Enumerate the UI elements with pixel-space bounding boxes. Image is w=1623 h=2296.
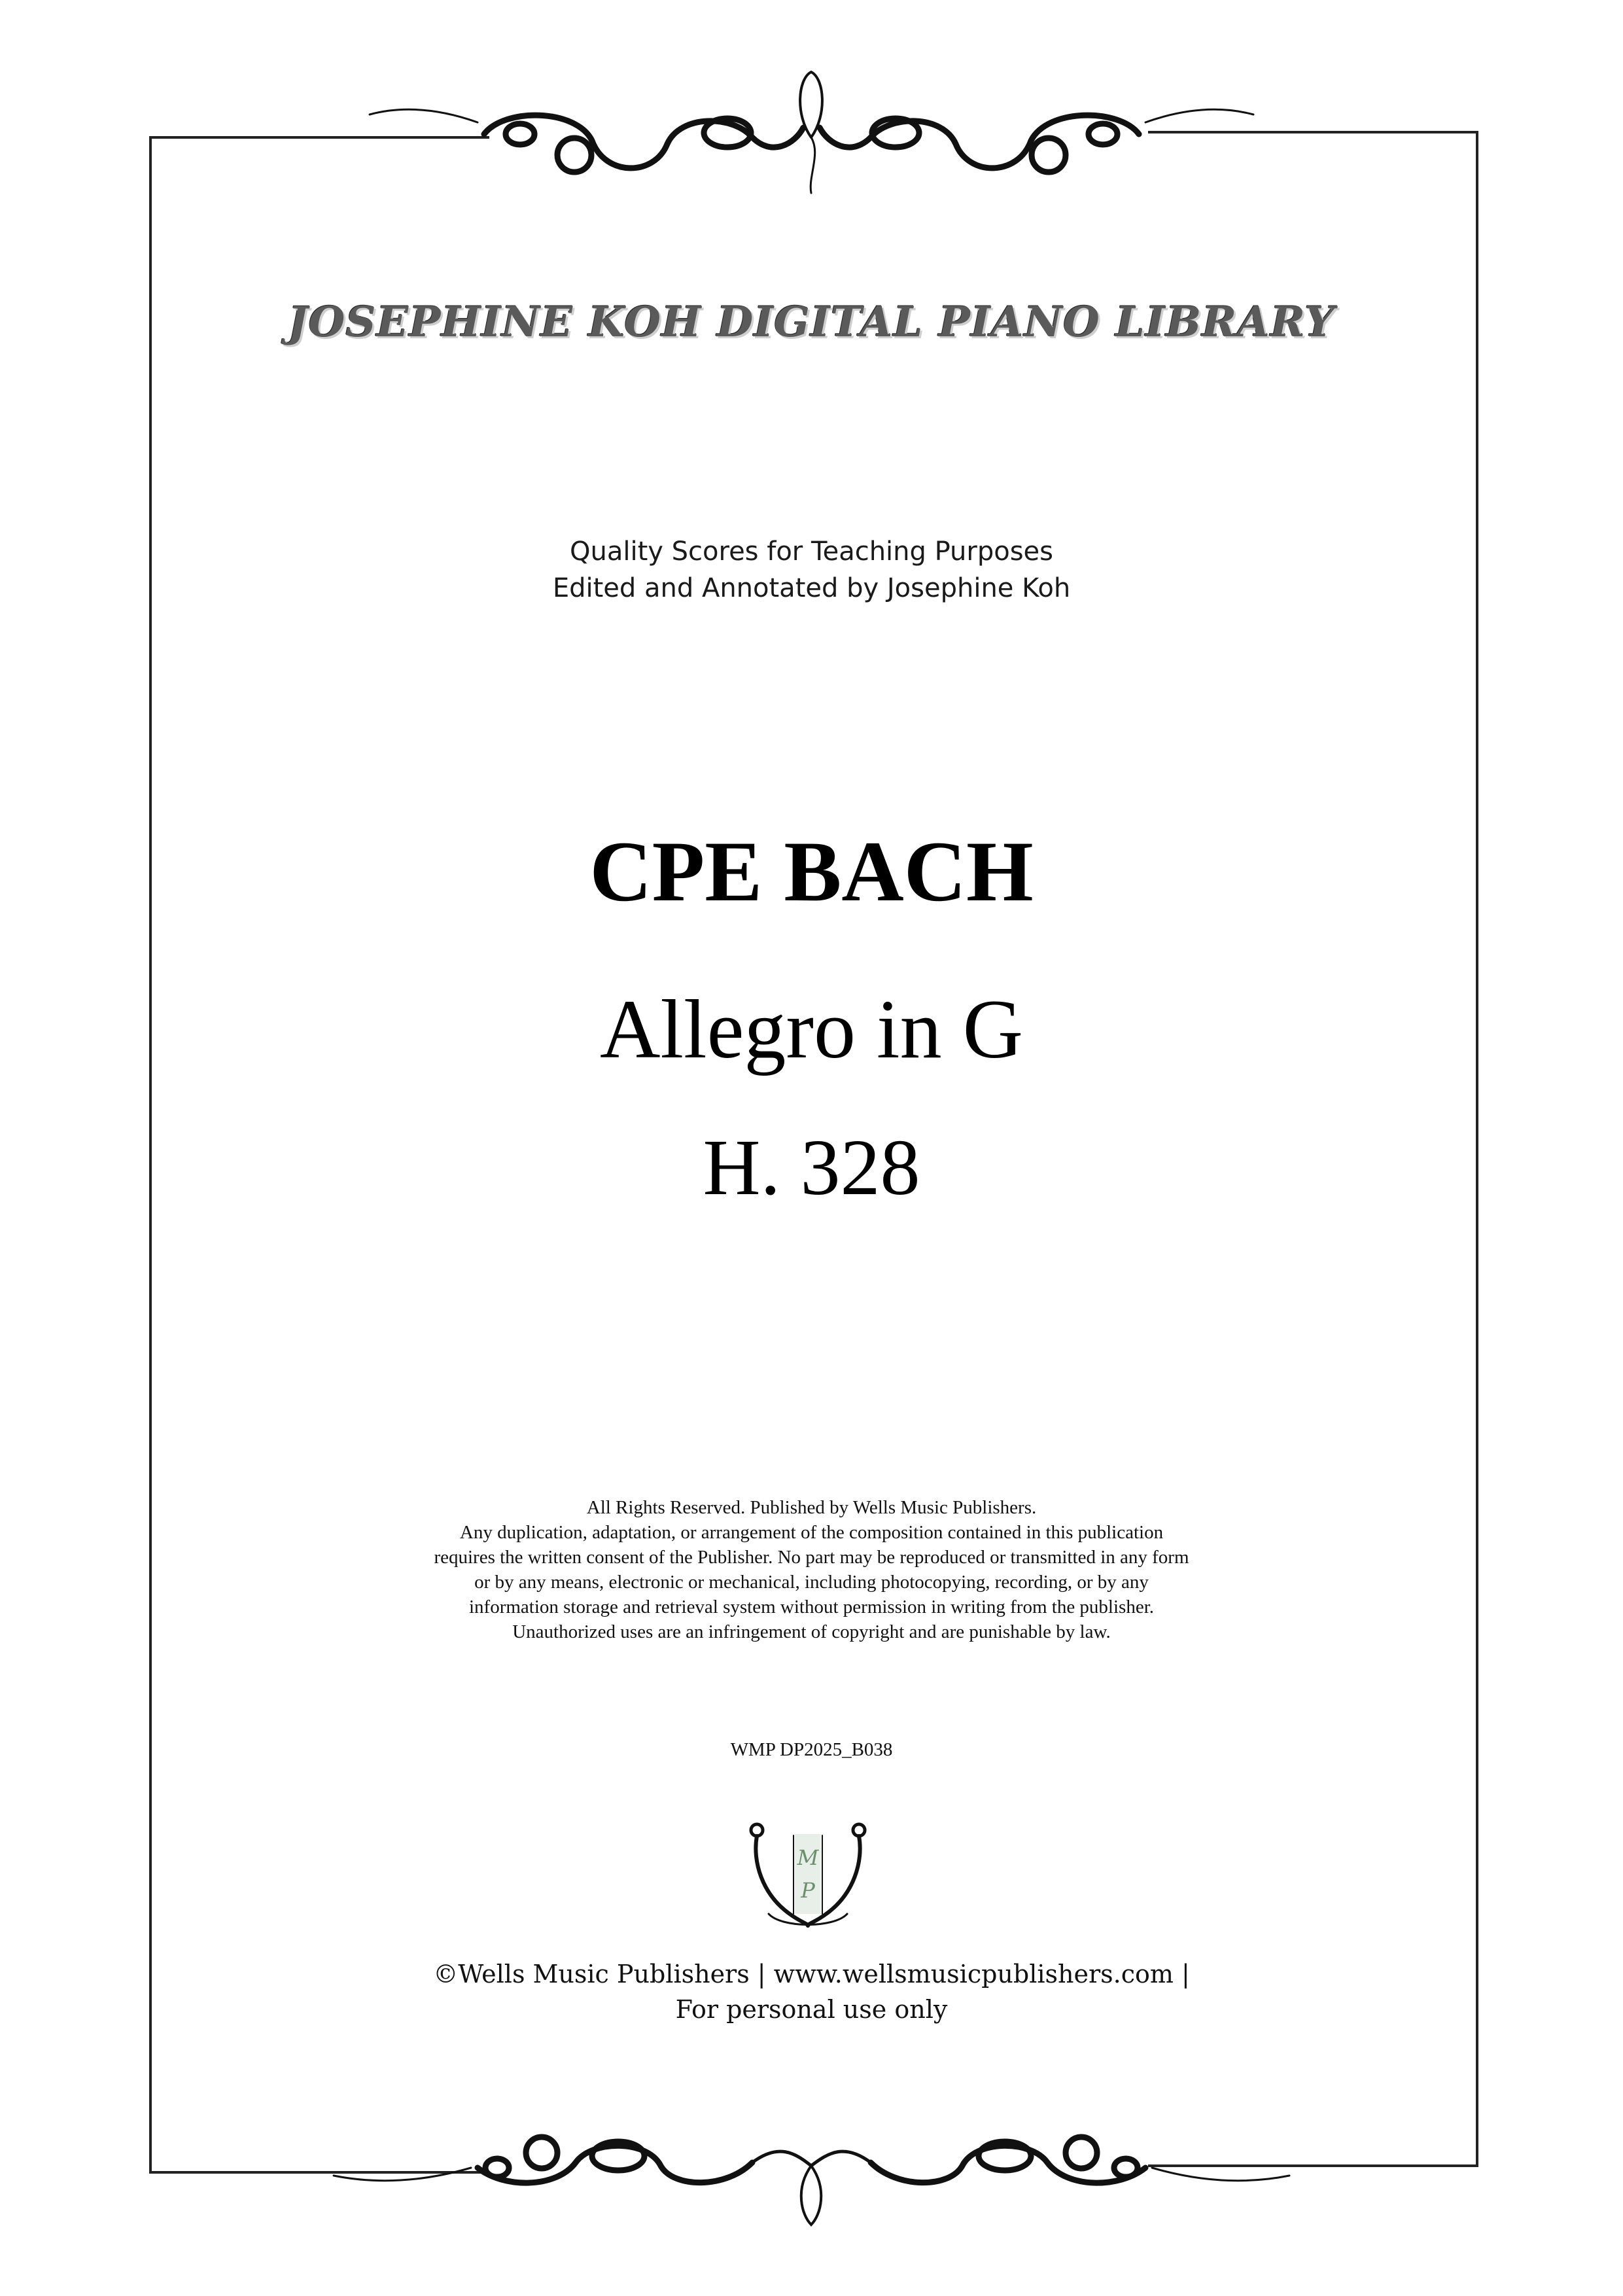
publisher-logo-icon	[742, 1816, 873, 1934]
publisher-credit: ©Wells Music Publishers | www.wellsmusicpublishers.com |	[433, 1960, 1190, 1988]
logo-letter-m: M	[797, 1845, 819, 1870]
catalog-number: H. 328	[703, 1123, 920, 1212]
publication-code: WMP DP2025_B038	[730, 1739, 893, 1760]
top-ornament	[0, 62, 1623, 213]
copyright-line: information storage and retrieval system without permission in writing from the publisher.	[468, 1597, 1155, 1617]
editor-credit: Edited and Annotated by Josephine Koh	[552, 573, 1071, 603]
footer	[0, 1956, 1623, 2027]
copyright-line: All Rights Reserved. Published by Wells Music Publishers.	[586, 1497, 1037, 1518]
bottom-ornament	[0, 2091, 1623, 2241]
copyright-line: requires the written consent of the Publisher. No part may be reproduced or transmitted in any form	[434, 1547, 1189, 1568]
copyright-notice	[0, 1495, 1623, 1644]
copyright-line: Any duplication, adaptation, or arrangement of the composition contained in this publication	[459, 1522, 1164, 1543]
composer-name: CPE BACH	[589, 823, 1034, 919]
copyright-line: or by any means, electronic or mechanical, including photocopying, recording, or by any	[474, 1572, 1149, 1593]
library-title: JOSEPHINE KOH DIGITAL PIANO LIBRARY	[288, 298, 1335, 347]
logo-letter-p: P	[801, 1878, 815, 1903]
work-title: Allegro in G	[600, 983, 1023, 1076]
usage-note: For personal use only	[675, 1995, 948, 2024]
tagline: Quality Scores for Teaching Purposes	[570, 537, 1053, 567]
copyright-line: Unauthorized uses are an infringement of copyright and are punishable by law.	[512, 1621, 1111, 1642]
